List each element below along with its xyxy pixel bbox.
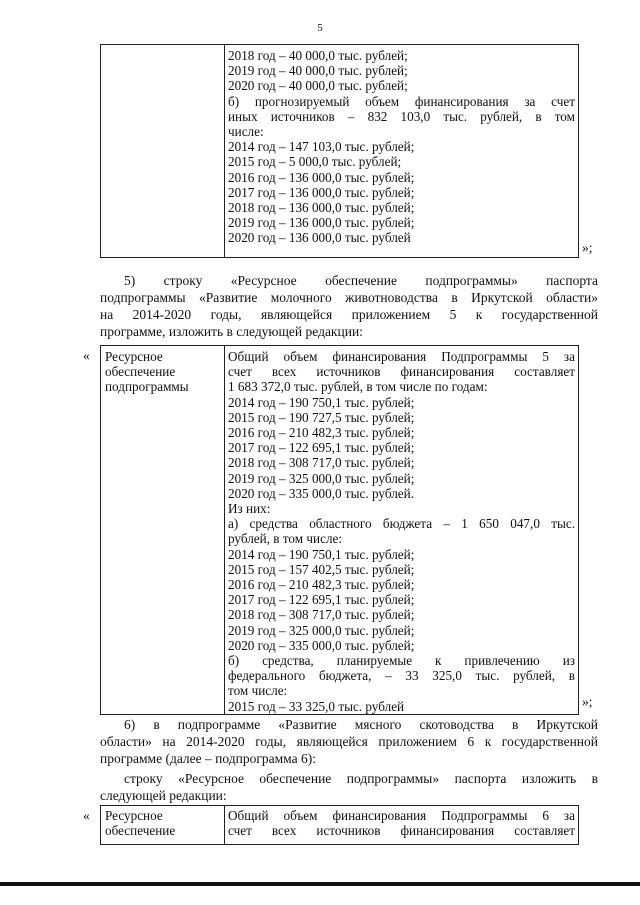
page-number: 5 [317, 22, 323, 34]
table2-line: б) средства, планируемые к привлечению из [228, 653, 575, 669]
resource-table-subprogram-5 [100, 345, 579, 715]
table2-line: 2019 год – 325 000,0 тыс. рублей; [228, 622, 415, 638]
table1-line: числе: [228, 124, 264, 140]
paragraph-line: программе (далее – подпрограмма 6): [100, 751, 316, 766]
table1-line: 2018 год – 136 000,0 тыс. рублей; [228, 200, 415, 216]
table1-line: иных источников – 832 103,0 тыс. рублей, в том [228, 108, 575, 124]
table2-line: 2019 год – 325 000,0 тыс. рублей; [228, 470, 415, 486]
table2-line: федерального бюджета, – 33 325,0 тыс. рублей, в [228, 668, 575, 684]
table3-left-line: Ресурсное [105, 808, 163, 823]
table2-line: 2015 год – 157 402,5 тыс. рублей; [228, 561, 415, 577]
paragraph-passport-row [100, 770, 598, 804]
table2-line: 1 683 372,0 тыс. рублей, в том числе по годам: [228, 379, 488, 395]
table1-line: 2020 год – 136 000,0 тыс. рублей [228, 230, 411, 246]
table2-opening-quote: « [83, 348, 90, 363]
table1-line: 2020 год – 40 000,0 тыс. рублей; [228, 78, 408, 94]
table2-left-line: обеспечение [105, 364, 176, 380]
table2-line: 2020 год – 335 000,0 тыс. рублей; [228, 637, 415, 653]
table3-opening-quote: « [83, 808, 90, 823]
table1-left-cell [101, 45, 225, 258]
table2-line: Общий объем финансирования Подпрограммы 5 за [228, 349, 575, 364]
table1-closing-quote: »; [582, 240, 593, 255]
table2-line: 2015 год – 33 325,0 тыс. рублей [228, 698, 405, 714]
table1-right-cell [225, 45, 579, 258]
table2-line: 2016 год – 210 482,3 тыс. рублей; [228, 425, 415, 441]
paragraph-item-6 [100, 716, 598, 767]
table2-line: Из них: [228, 501, 271, 517]
table2-line: 2017 год – 122 695,1 тыс. рублей; [228, 440, 415, 456]
paragraph-line: 5) строку «Ресурсное обеспечение подпрограммы» паспорта [124, 273, 598, 288]
table3-line: Общий объем финансирования Подпрограммы 6 за [228, 808, 575, 823]
table2-line: 2018 год – 308 717,0 тыс. рублей; [228, 455, 415, 471]
table2-right-cell [225, 346, 579, 715]
paragraph-line: подпрограммы «Развитие молочного животноводства в Иркутской области» [100, 290, 598, 305]
table3-line: счет всех источников финансирования составляет [228, 823, 575, 839]
paragraph-line: программе, изложить в следующей редакции: [100, 324, 363, 339]
table2-line: а) средства областного бюджета – 1 650 047,0 тыс. [228, 516, 575, 532]
table1-line: 2014 год – 147 103,0 тыс. рублей; [228, 139, 415, 155]
table3-left-line: обеспечение [105, 823, 176, 839]
resource-table-continuation [100, 44, 579, 258]
paragraph-line: строку «Ресурсное обеспечение подпрограммы» паспорта изложить в [124, 771, 598, 786]
table2-line: 2020 год – 335 000,0 тыс. рублей. [228, 485, 414, 501]
table2-line: рублей, в том числе: [228, 531, 343, 547]
table1-line: 2019 год – 40 000,0 тыс. рублей; [228, 63, 408, 79]
table3-right-cell [225, 806, 579, 845]
table2-left-cell [101, 346, 225, 715]
table2-line: 2017 год – 122 695,1 тыс. рублей; [228, 592, 415, 608]
table1-line: 2018 год – 40 000,0 тыс. рублей; [228, 48, 408, 63]
table1-line: 2015 год – 5 000,0 тыс. рублей; [228, 154, 402, 170]
table2-left-line: Ресурсное [105, 349, 163, 364]
paragraph-item-5 [100, 272, 598, 340]
table2-line: 2014 год – 190 750,1 тыс. рублей; [228, 546, 415, 562]
table2-closing-quote: »; [582, 694, 593, 709]
table3-left-cell [101, 806, 225, 845]
table2-left-line: подпрограммы [105, 379, 189, 395]
table1-line: б) прогнозируемый объем финансирования за счет [228, 93, 575, 109]
table2-line: 2018 год – 308 717,0 тыс. рублей; [228, 607, 415, 623]
table1-line: 2016 год – 136 000,0 тыс. рублей; [228, 169, 415, 185]
table2-line: том числе: [228, 683, 288, 699]
paragraph-line: на 2014-2020 годы, являющейся приложением 5 к государственной [100, 307, 598, 322]
resource-table-subprogram-6 [100, 805, 579, 845]
table2-line: 2016 год – 210 482,3 тыс. рублей; [228, 577, 415, 593]
table2-line: 2015 год – 190 727,5 тыс. рублей; [228, 409, 415, 425]
table2-line: счет всех источников финансирования составляет [228, 364, 575, 380]
bottom-scan-edge [0, 882, 640, 886]
table1-line: 2019 год – 136 000,0 тыс. рублей; [228, 215, 415, 231]
table2-line: 2014 год – 190 750,1 тыс. рублей; [228, 394, 415, 410]
paragraph-line: 6) в подпрограмме «Развитие мясного скотоводства в Иркутской [124, 717, 598, 732]
table1-line: 2017 год – 136 000,0 тыс. рублей; [228, 184, 415, 200]
paragraph-line: следующей редакции: [100, 788, 227, 803]
paragraph-line: области» на 2014-2020 годы, являющейся приложением 6 к государственной [100, 734, 598, 749]
